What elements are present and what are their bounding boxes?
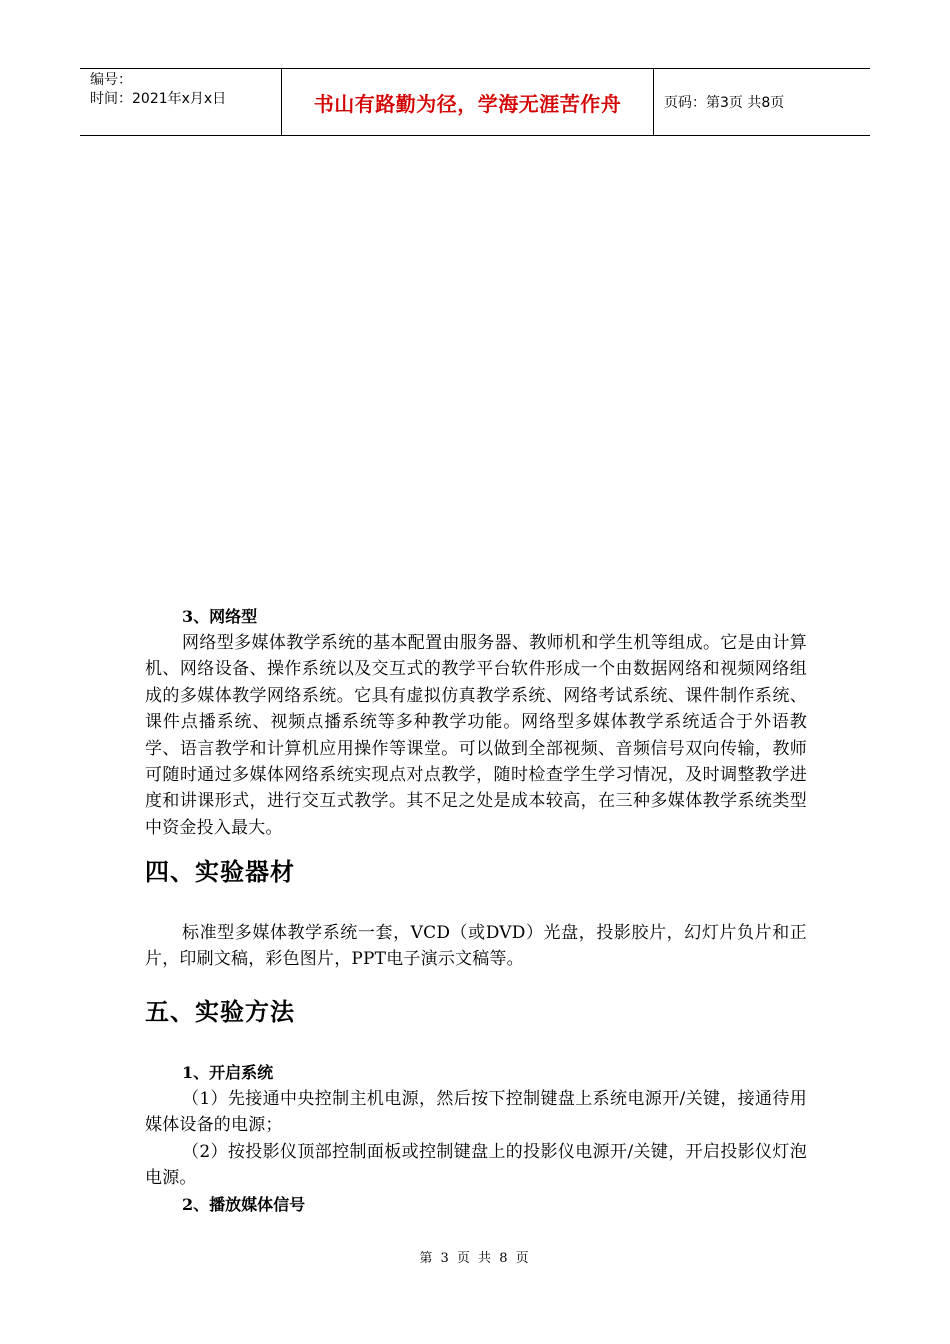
- header-page-label: 页码：第3页 共8页: [664, 95, 785, 111]
- section-5-sub1-title: 1、开启系统: [182, 1063, 274, 1082]
- header-meta: [80, 69, 282, 135]
- header-number-label: 编号：: [90, 72, 132, 88]
- section-5-sub2-title: 2、播放媒体信号: [182, 1194, 306, 1214]
- page-footer: 第 3 页 共 8 页: [419, 1251, 531, 1266]
- section-5-step1: （1）先接通中央控制主机电源，然后按下控制键盘上系统电源开/关键，接通待用媒体设备的电源；: [145, 1089, 807, 1136]
- section-3-paragraph: 网络型多媒体教学系统的基本配置由服务器、教师机和学生机等组成。它是由计算机、网络设备、操作系统以及交互式的教学平台软件形成一个由数据网络和视频网络组成的多媒体教学网络系统。它具有虚拟仿真教学系统、网络考试系统、课件制作系统、课件点播系统、视频点播系统等多种教学功能。网络型多媒体教学系统适合于外语教学、语言教学和计算机应用操作等课堂。可以做到全部视频、音频信号双向传输，教师可随时通过多媒体网络系统实现点对点教学，随时检查学生学习情况，及时调整教学进度和讲课形式，进行交互式教学。其不足之处是成本较高，在三种多媒体教学系统类型中资金投入最大。: [145, 633, 807, 838]
- section-4-body: [145, 920, 807, 973]
- section-5-step2: （2）按投影仪顶部控制面板或控制键盘上的投影仪电源开/关键，开启投影仪灯泡电源。: [145, 1141, 807, 1189]
- section-5-body: [145, 1060, 807, 1218]
- section-3-title: 3、网络型: [182, 607, 258, 626]
- section-4-heading: 四、实验器材: [145, 858, 295, 886]
- header-date-label: 时间：2021年x月x日: [90, 91, 227, 107]
- page-header: [80, 68, 870, 136]
- header-motto: 书山有路勤为径，学海无涯苦作舟: [282, 69, 654, 135]
- section-4-paragraph: 标准型多媒体教学系统一套，VCD（或DVD）光盘，投影胶片，幻灯片负片和正片，印刷文稿，彩色图片，PPT电子演示文稿等。: [145, 923, 807, 970]
- section-3: [145, 604, 807, 841]
- section-5-heading: 五、实验方法: [145, 998, 295, 1026]
